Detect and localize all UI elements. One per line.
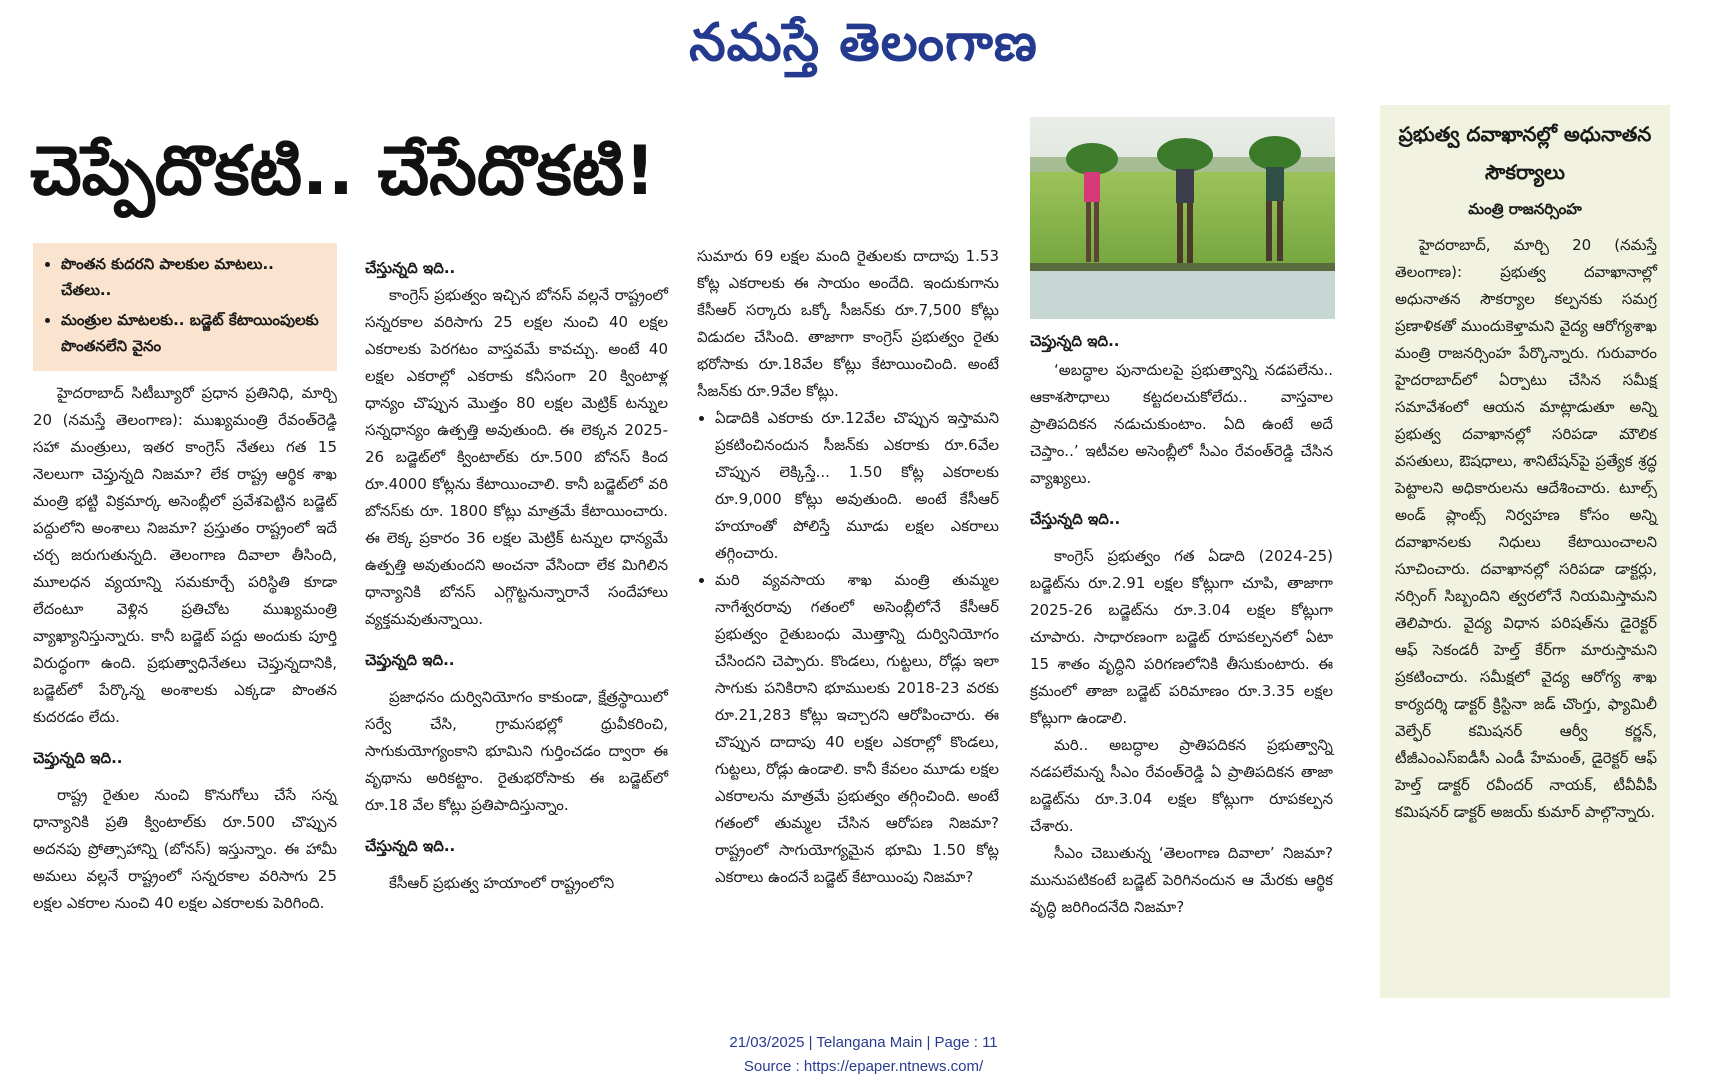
column-1: [33, 380, 337, 917]
subheading: చేస్తున్నది ఇది..: [1030, 510, 1121, 528]
sidebar-byline: మంత్రి రాజనర్సింహ: [1468, 200, 1582, 218]
column-4: [1030, 328, 1333, 921]
paragraph: సీఎం చెబుతున్న ‘తెలంగాణ దివాలా’ నిజమా? మునుపటికంటే బడ్జెట్ పెరిగినందున ఆ మేరకు ఆర్థిక వృద్ధి జరిగిందనేది నిజమా?: [1030, 844, 1333, 916]
bullet-paragraph: • మరి వ్యవసాయ శాఖ మంత్రి తుమ్మల నాగేశ్వరరావు గతంలో అసెంబ్లీలోనే కేసీఆర్ ప్రభుత్వం రైతుబంధు మొత్తాన్ని దుర్వినియోగం చేసిందని చెప్పారు. కొండలు, గుట్టలు, రోడ్లు ఇలా సాగుకు పనికిరాని భూములకు 2018-23 వరకు రూ.21,283 కోట్లు ఇచ్చారని ఆరోపించారు. ఈ చొప్పున దాదాపు 40 లక్షల ఎకరాల్లో కొండలు, గుట్టలు, రోడ్లు ఉండాలి. కానీ కేవలం మూడు లక్షల ఎకరాలను మాత్రమే ప్రభుత్వం తగ్గించింది. అంటే గతంలో తుమ్మల చేసిన ఆరోపణ నిజమా? రాష్ట్రంలో సాగుయోగ్యమైన భూమి 1.50 కోట్ల ఎకరాలు ఉందనే బడ్జెట్ కేటాయింపు నిజమా?: [715, 567, 999, 891]
highlight-item: • మంత్రుల మాటలకు.. బడ్జెట్ కేటాయింపులకు పొంతనలేని వైనం: [61, 307, 327, 359]
highlight-item: • పొంతన కుదరని పాలకుల మాటలు.. చేతలు..: [61, 251, 327, 303]
paragraph: హైదరాబాద్ సిటీబ్యూరో ప్రధాన ప్రతినిధి, మార్చి 20 (నమస్తే తెలంగాణ): ముఖ్యమంత్రి రేవంత్‌రెడ్డి సహా మంత్రులు, ఇతర కాంగ్రెస్ నేతలు గత 15 నెలలుగా చెప్తున్నది నిజమా? లేక రాష్ట్ర ఆర్థిక శాఖ మంత్రి భట్టి విక్రమార్క అసెంబ్లీలో ప్రవేశపెట్టిన బడ్జెట్ పద్దులోని అంశాలు నిజమా? ప్రస్తుతం రాష్ట్రంలో ఇదే చర్చ జరుగుతున్నది. తెలంగాణ దివాలా తీసింది, మూలధన వ్యయాన్ని సమకూర్చే పరిస్థితి కూడా లేదంటూ వెళ్లిన ప్రతిచోట ముఖ్యమంత్రి వ్యాఖ్యానిస్తున్నారు. కానీ బడ్జెట్ పద్దు అందుకు పూర్తి విరుద్ధంగా ఉంది. ప్రభుత్వాధినేతలు చెప్తున్నదానికి, బడ్జెట్‌లో పేర్కొన్న అంశాలకు ఎక్కడా పొంతన కుదరడం లేదు.: [33, 384, 337, 726]
masthead-logo: నమస్తే తెలంగాణ: [689, 12, 1038, 73]
sidebar-body: [1395, 232, 1657, 826]
subheading: చేస్తున్నది ఇది..: [365, 837, 456, 855]
paragraph: ‘అబద్ధాల పునాదులపై ప్రభుత్వాన్ని నడపలేను.. ఆకాశసౌధాలు కట్టదలచుకోలేదు.. వాస్తవాల ప్రాతిపదికన నడుచుకుంటాం. ఏది ఉంటే అదే చెప్తాం..’ ఇటీవల అసెంబ్లీలో సీఎం రేవంత్‌రెడ్డి చేసిన వ్యాఖ్యలు.: [1030, 361, 1333, 487]
paragraph: హైదరాబాద్, మార్చి 20 (నమస్తే తెలంగాణ): ప్రభుత్వ దవాఖానాల్లో అధునాతన సౌకర్యాల కల్పనకు సమగ్ర ప్రణాళికతో ముందుకెళ్తామని వైద్య ఆరోగ్యశాఖ మంత్రి రాజనర్సింహ పేర్కొన్నారు. గురువారం హైదరాబాద్‌లో ఏర్పాటు చేసిన సమీక్ష సమావేశంలో ఆయన మాట్లాడుతూ అన్ని ప్రభుత్వ దవాఖానల్లో సరిపడా మౌలిక వసతులు, ఔషధాలు, శానిటేషన్‌పై ప్రత్యేక శ్రద్ధ పెట్టాలని అధికారులను ఆదేశించారు. టూల్స్ అండ్ ప్లాంట్స్ నిర్వహణ కోసం అన్ని దవాఖానలకు నిధులు కేటాయించాలని సూచించారు. దవాఖానల్లో సరిపడా డాక్టర్లు, నర్సింగ్ సిబ్బందిని త్వరలోనే నియమిస్తామని తెలిపారు. వైద్య విధాన పరిషత్‌ను డైరెక్టర్ ఆఫ్ సెకండరీ హెల్త్ కేర్‌గా మారుస్తామని ప్రకటించారు. సమీక్షలో వైద్య ఆరోగ్య శాఖ కార్యదర్శి డాక్టర్ క్రిస్టినా జడ్ చొంగ్తు, ఫ్యామిలీ వెల్ఫేర్ కమిషనర్ ఆర్వీ కర్ణన్, టీజీఎంఎస్ఐడీసీ ఎండీ హేమంత్, డైరెక్టర్ ఆఫ్ హెల్త్ డాక్టర్ రవీందర్ నాయక్, టీవీవీపీ కమిషనర్ డాక్టర్ అజయ్ కుమార్ పాల్గొన్నారు.: [1395, 236, 1657, 821]
subheading: చెప్తున్నది ఇది..: [365, 651, 455, 669]
footer-date-line: 21/03/2025 | Telangana Main | Page : 11: [729, 1034, 998, 1051]
sidebar-headline: ప్రభుత్వ దవాఖానల్లో అధునాతన సౌకర్యాలు: [1398, 122, 1652, 184]
subheading: చెప్తున్నది ఇది..: [1030, 332, 1120, 350]
paragraph: రాష్ట్ర రైతుల నుంచి కొనుగోలు చేసే సన్న ధాన్యానికి ప్రతి క్వింటాల్‌కు రూ.500 చొప్పున అదనపు ప్రోత్సాహాన్ని (బోనస్) ఇస్తున్నాం. ఈ హామీ అమలు వల్లనే రాష్ట్రంలో సన్నరకాల వరిసాగు 25 లక్షల ఎకరాల నుంచి 40 లక్షల ఎకరాలకు పెరిగింది.: [33, 786, 337, 912]
paragraph: సుమారు 69 లక్షల మంది రైతులకు దాదాపు 1.53 కోట్ల ఎకరాలకు ఈ సాయం అందేది. ఇందుకుగాను కేసీఆర్ సర్కారు ఒక్కో సీజన్‌కు రూ.7,500 కోట్లు విడుదల చేసింది. తాజాగా కాంగ్రెస్ ప్రభుత్వం రైతు భరోసాకు రూ.18వేల కోట్లు కేటాయించింది. అంటే సీజన్‌కు రూ.9వేల కోట్లు.: [697, 247, 999, 400]
subheading: చేస్తున్నది ఇది..: [365, 259, 456, 277]
paragraph: కాంగ్రెస్ ప్రభుత్వం ఇచ్చిన బోనస్ వల్లనే రాష్ట్రంలో సన్నరకాల వరిసాగు 25 లక్షల నుంచి 40 లక్షల ఎకరాలకు పెరగటం వాస్తవమే కావచ్చు. అంటే 40 లక్షల ఎకరాల్లో ఎకరాకు కనీసంగా 20 క్వింటాళ్ల ధాన్యం చొప్పున మొత్తం 80 లక్షల మెట్రిక్ టన్నుల సన్నధాన్యం ఉత్పత్తి అవుతుంది. ఈ లెక్కన 2025-26 బడ్జెట్‌లో క్వింటాల్‌కు రూ.500 బోనస్ కింద రూ.4000 కోట్లను కేటాయించాలి. కానీ బడ్జెట్‌లో వరి బోనస్‌కు రూ. 1800 కోట్లు మాత్రమే కేటాయించారు. ఈ లెక్క ప్రకారం 36 లక్షల మెట్రిక్ టన్నుల ధాన్యమే ఉత్పత్తి అవుతుందని అంచనా వేసిందా లేక మిగిలిన ధాన్యానికి బోనస్ ఎగ్గొట్టనున్నారానే సందేహాలు వ్యక్తమవుతున్నాయి.: [365, 286, 668, 628]
bullet-paragraph: • ఏడాదికి ఎకరాకు రూ.12వేల చొప్పున ఇస్తామని ప్రకటించినందున సీజన్‌కు ఎకరాకు రూ.6వేల చొప్పున లెక్కిస్తే... 1.50 కోట్ల ఎకరాలకు రూ.9,000 కోట్లు అవుతుంది. అంటే కేసీఆర్ హయాంతో పోలిస్తే మూడు లక్షల ఎకరాలు తగ్గించారు.: [715, 405, 999, 567]
paragraph: కేసీఆర్ ప్రభుత్వ హయాంలో రాష్ట్రంలోని: [389, 874, 615, 892]
subheading: చెప్తున్నది ఇది..: [33, 749, 123, 767]
page-footer: [0, 1031, 1727, 1079]
highlights-box: [33, 243, 337, 371]
column-2: [365, 255, 668, 897]
farmers-photo: [1030, 117, 1335, 319]
column-3: [697, 243, 999, 891]
headline: చెప్పేదొకటి.. చేసేదొకటి!: [30, 132, 656, 211]
footer-source-link[interactable]: Source : https://epaper.ntnews.com/: [743, 1058, 984, 1075]
paragraph: మరి.. అబద్ధాల ప్రాతిపదికన ప్రభుత్వాన్ని నడపలేమన్న సీఎం రేవంత్‌రెడ్డి ఏ ప్రాతిపదికన తాజా బడ్జెట్‌ను రూ.3.04 లక్షల కోట్లుగా రూపకల్పన చేశారు.: [1030, 736, 1333, 835]
paragraph: కాంగ్రెస్ ప్రభుత్వం గత ఏడాది (2024-25) బడ్జెట్‌ను రూ.2.91 లక్షల కోట్లుగా చూపి, తాజాగా 2025-26 బడ్జెట్‌ను రూ.3.04 లక్షల కోట్లుగా చూపారు. సాధారణంగా బడ్జెట్ రూపకల్పనలో ఏటా 15 శాతం వృద్ధిని పరిగణలోనికి తీసుకుంటారు. ఈ క్రమంలో తాజా బడ్జెట్ పరిమాణం రూ.3.35 లక్షల కోట్లుగా ఉండాలి.: [1030, 547, 1333, 727]
paragraph: ప్రజాధనం దుర్వినియోగం కాకుండా, క్షేత్రస్థాయిలో సర్వే చేసి, గ్రామసభల్లో ధ్రువీకరించి, సాగుకుయోగ్యంకాని భూమిని గుర్తించడం ద్వారా ఈ వృథాను అరికట్టాం. రైతుభరోసాకు ఈ బడ్జెట్‌లో రూ.18 వేల కోట్లు ప్రతిపాదిస్తున్నాం.: [365, 688, 668, 814]
